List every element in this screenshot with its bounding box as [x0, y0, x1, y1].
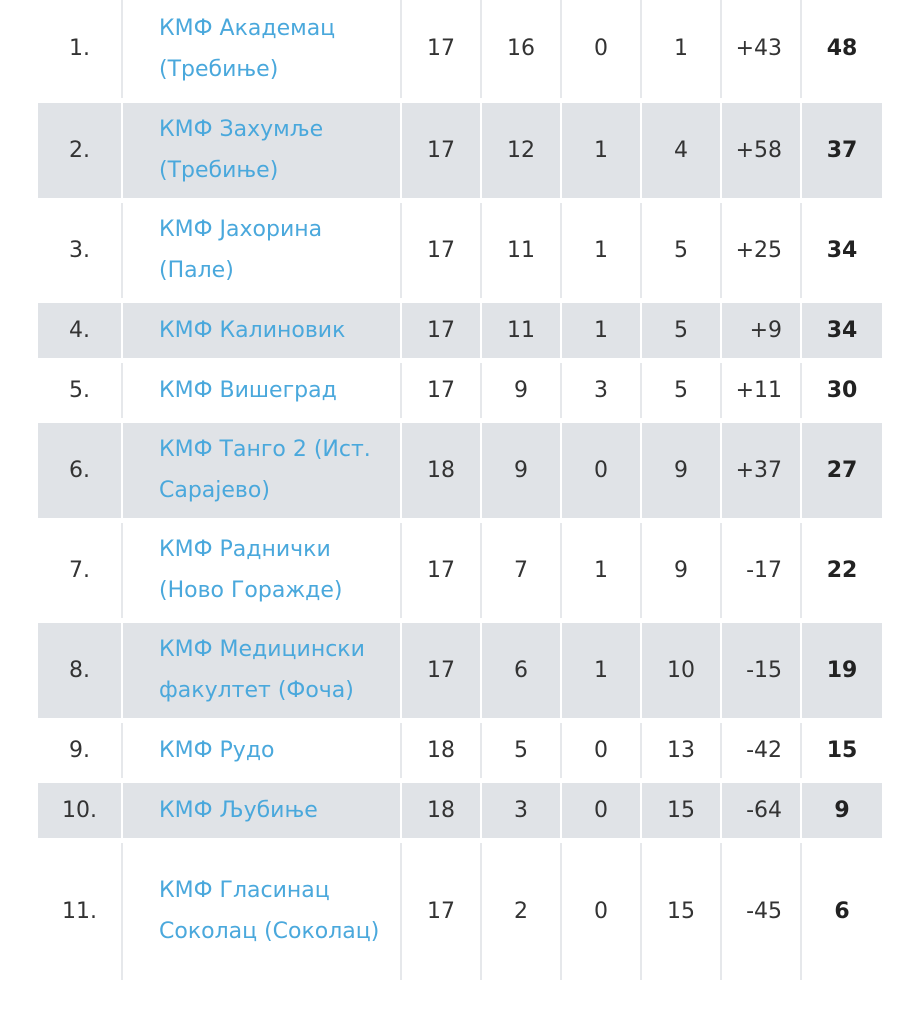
points-cell: 30 [801, 360, 882, 420]
played-cell: 18 [401, 420, 481, 520]
team-link[interactable]: КМФ Калиновик [159, 317, 346, 343]
drawn-cell: 1 [561, 100, 641, 200]
won-cell: 12 [481, 100, 561, 200]
played-cell: 17 [401, 200, 481, 300]
team-cell [122, 360, 401, 420]
goal-difference-cell: -64 [721, 780, 801, 840]
team-cell [122, 100, 401, 200]
goal-difference-cell: -17 [721, 520, 801, 620]
table-row [38, 300, 882, 360]
table-row [38, 420, 882, 520]
table-row [38, 780, 882, 840]
points-cell: 27 [801, 420, 882, 520]
standings-table-container [38, 0, 882, 985]
won-cell: 2 [481, 840, 561, 982]
team-link[interactable]: КМФ Гласинац Соколац (Соколац) [159, 878, 380, 944]
table-row [38, 200, 882, 300]
lost-cell: 5 [641, 200, 721, 300]
team-link[interactable]: КМФ Медицински факултет (Фоча) [159, 637, 365, 703]
lost-cell: 5 [641, 300, 721, 360]
points-cell: 22 [801, 520, 882, 620]
team-link[interactable]: КМФ Јахорина (Пале) [159, 217, 323, 283]
points-cell: 6 [801, 840, 882, 982]
won-cell: 11 [481, 200, 561, 300]
lost-cell: 13 [641, 720, 721, 780]
table-row [38, 0, 882, 100]
position-cell: 6. [38, 420, 122, 520]
goal-difference-cell: +11 [721, 360, 801, 420]
standings-table [38, 0, 882, 985]
goal-difference-cell: -45 [721, 840, 801, 982]
team-cell [122, 0, 401, 100]
position-cell: 8. [38, 620, 122, 720]
played-cell: 18 [401, 720, 481, 780]
goal-difference-cell: +37 [721, 420, 801, 520]
team-link[interactable]: КМФ Раднички (Ново Горажде) [159, 537, 343, 603]
drawn-cell: 0 [561, 780, 641, 840]
played-cell: 17 [401, 620, 481, 720]
points-cell: 37 [801, 100, 882, 200]
drawn-cell: 0 [561, 840, 641, 982]
lost-cell: 15 [641, 780, 721, 840]
team-cell [122, 840, 401, 982]
team-cell [122, 520, 401, 620]
drawn-cell: 1 [561, 520, 641, 620]
won-cell: 6 [481, 620, 561, 720]
position-cell: 2. [38, 100, 122, 200]
team-link[interactable]: КМФ Захумље (Требиње) [159, 117, 324, 183]
lost-cell: 1 [641, 0, 721, 100]
played-cell: 17 [401, 840, 481, 982]
won-cell: 9 [481, 420, 561, 520]
drawn-cell: 1 [561, 620, 641, 720]
won-cell: 3 [481, 780, 561, 840]
lost-cell: 15 [641, 840, 721, 982]
lost-cell: 9 [641, 520, 721, 620]
won-cell: 5 [481, 720, 561, 780]
team-cell [122, 780, 401, 840]
team-link[interactable]: КМФ Рудо [159, 737, 275, 763]
drawn-cell: 0 [561, 420, 641, 520]
position-cell: 5. [38, 360, 122, 420]
played-cell: 18 [401, 780, 481, 840]
table-row [38, 360, 882, 420]
played-cell: 17 [401, 300, 481, 360]
team-link[interactable]: КМФ Вишеград [159, 377, 337, 403]
position-cell: 11. [38, 840, 122, 982]
position-cell: 4. [38, 300, 122, 360]
table-row [38, 100, 882, 200]
drawn-cell: 0 [561, 720, 641, 780]
won-cell: 11 [481, 300, 561, 360]
won-cell: 7 [481, 520, 561, 620]
drawn-cell: 3 [561, 360, 641, 420]
won-cell: 9 [481, 360, 561, 420]
points-cell: 9 [801, 780, 882, 840]
table-row [38, 620, 882, 720]
drawn-cell: 1 [561, 200, 641, 300]
goal-difference-cell: +25 [721, 200, 801, 300]
team-link[interactable]: КМФ Танго 2 (Ист. Сарајево) [159, 437, 371, 503]
goal-difference-cell: +43 [721, 0, 801, 100]
played-cell: 17 [401, 100, 481, 200]
played-cell: 17 [401, 520, 481, 620]
drawn-cell: 0 [561, 0, 641, 100]
position-cell: 7. [38, 520, 122, 620]
team-cell [122, 200, 401, 300]
points-cell: 19 [801, 620, 882, 720]
team-link[interactable]: КМФ Академац (Требиње) [159, 15, 336, 82]
team-cell [122, 300, 401, 360]
team-cell [122, 720, 401, 780]
points-cell: 48 [801, 0, 882, 100]
lost-cell: 4 [641, 100, 721, 200]
goal-difference-cell: -42 [721, 720, 801, 780]
lost-cell: 10 [641, 620, 721, 720]
position-cell: 9. [38, 720, 122, 780]
goal-difference-cell: +58 [721, 100, 801, 200]
team-cell [122, 620, 401, 720]
position-cell: 1. [38, 0, 122, 100]
played-cell: 17 [401, 360, 481, 420]
points-cell: 34 [801, 300, 882, 360]
points-cell: 34 [801, 200, 882, 300]
table-row [38, 720, 882, 780]
points-cell: 15 [801, 720, 882, 780]
goal-difference-cell: -15 [721, 620, 801, 720]
lost-cell: 9 [641, 420, 721, 520]
played-cell: 17 [401, 0, 481, 100]
position-cell: 10. [38, 780, 122, 840]
team-cell [122, 420, 401, 520]
drawn-cell: 1 [561, 300, 641, 360]
position-cell: 3. [38, 200, 122, 300]
team-link[interactable]: КМФ Љубиње [159, 797, 318, 823]
goal-difference-cell: +9 [721, 300, 801, 360]
table-row [38, 840, 882, 982]
lost-cell: 5 [641, 360, 721, 420]
table-row [38, 520, 882, 620]
won-cell: 16 [481, 0, 561, 100]
